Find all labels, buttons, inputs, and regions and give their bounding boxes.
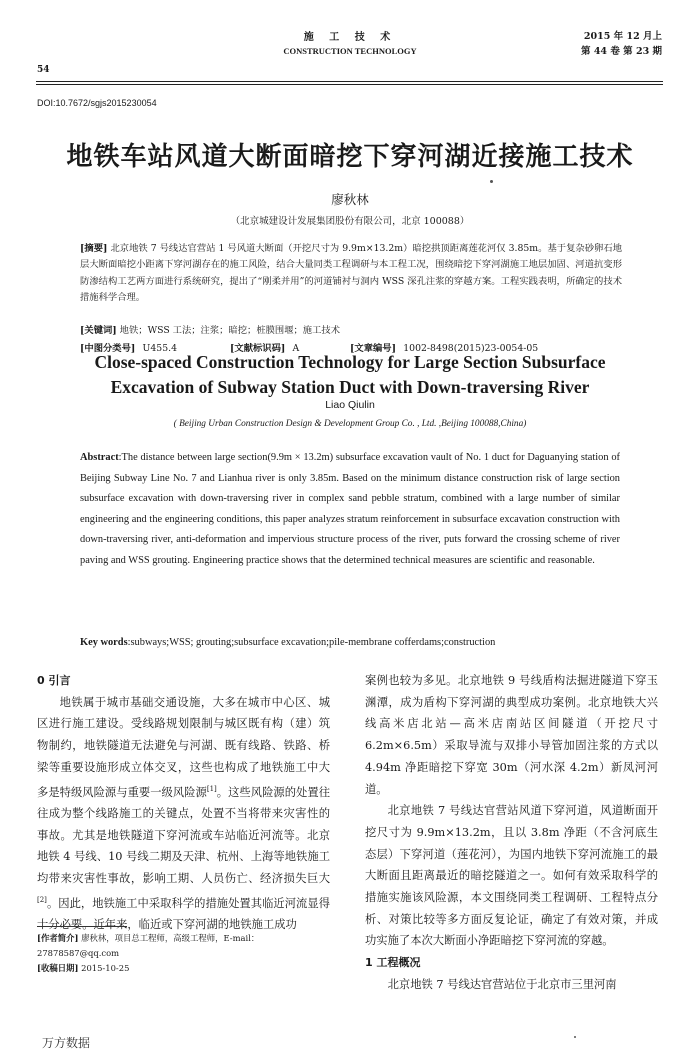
page-number: 54 [37,65,50,75]
journal-name-en: CONSTRUCTION TECHNOLOGY [283,46,417,56]
footnote [37,931,337,976]
intro-text-a: 地铁属于城市基础交通设施，大多在城市中心区、城区进行施工建设。受线路规划限制与城区既有构（建）筑物制约，地铁隧道无法避免与河湖、既有线路、铁路、桥梁等重要设施形成立体交叉，这些也构成了地铁施工中大多是特级风险源与重要一级风险源 [37,695,330,799]
section-1-paragraph: 北京地铁 7 号线达官营站位于北京市三里河南 [387,977,617,991]
author-cn: 廖秋林 [331,192,369,207]
title-en-line2: Excavation of Subway Station Duct with Down-traversing River [110,377,590,397]
keywords-en-label: Key words [80,637,128,648]
header-rule-thin [36,84,663,85]
doc-code-label: [文献标识码] [230,343,286,354]
issue-info [581,29,662,59]
footnote-date-text: 2015-10-25 [81,963,130,973]
footnote-date [37,961,337,976]
issue-date: 2015 年 12 月上 [583,31,662,42]
header-rule-thick [36,81,663,82]
doc-code-value: A [292,343,300,354]
abstract-cn-label: [摘要] [80,243,108,254]
footnote-date-label: [收稿日期] [37,963,79,973]
intro-paragraph-right-2: 北京地铁 7 号线达官营站风道下穿河道，风道断面开挖尺寸为 9.9m×13.2m，且以 3.8m 净距（不含河底生态层）下穿河道（莲花河），为国内地铁下穿河流施工的最大断面且距离最近的暗挖隧道之一。如何有效采取科学的措施实施该风险源，本文围绕同类工程调研、工程特点分析、对策比较等多方面反复论证，确定了有效对策，并成功实施了本次大断面小净距暗挖下穿河流的穿越。 [365,804,658,948]
intro-text-c: 。因此，地铁施工中采取科学的措施处置其临近河流显得十分必要。近年来，临近或下穿河湖的地铁施工成功 [37,896,330,932]
citation-2: [2] [37,895,47,904]
intro-paragraph-left [37,692,330,936]
footnote-author-label: [作者简介] [37,933,79,943]
journal-name-cn: 施 工 技 术 [303,32,397,43]
section-1-heading: 1 工程概况 [365,956,421,970]
affiliation-cn: （北京城建设计发展集团股份有限公司，北京 100088） [230,216,470,227]
author-en: Liao Qiulin [325,399,375,411]
keywords-cn [80,323,622,339]
article-no-label: [文章编号] [350,343,396,354]
footnote-author-text: 廖秋林，项目总工程师，高级工程师，E-mail：27878587@qq.com [37,933,260,958]
body-right-column [365,670,658,996]
title-cn: 地铁车站风道大断面暗挖下穿河湖近接施工技术 [66,142,634,172]
clc-label: [中图分类号] [80,343,136,354]
keywords-en [80,637,640,648]
abstract-cn [80,241,622,307]
clc-value: U455.4 [142,343,177,354]
affiliation-en: ( Beijing Urban Construction Design & Development Group Co. , Ltd. ,Beijing 100088,China) [173,419,527,429]
watermark: 万方数据 [42,1036,91,1050]
abstract-cn-text: 北京地铁 7 号线达官营站 1 号风道大断面（开挖尺寸为 9.9m×13.2m）暗挖拱顶距离莲花河仅 3.85m。基于复杂砂卵石地层大断面暗挖小距离下穿河湖存在的施工风险，结合大量同类工程调研与本工程工况，围绕暗挖下穿河湖施工地层加固、河道抗变形防渗结构工艺两方面进行系统研究，提出了“刚柔并用”的河道铺衬与洞内 WSS 深孔注浆的穿越方案。工程实践表明，所确定的技术措施科学合理。 [80,243,622,304]
intro-text-b: 。这些风险源的处置往往成为整个线路施工的关键点，处置不当将带来灾害性的事故。尤其是地铁隧道下穿河流或车站临近河流等。北京地铁 4 号线、10 号线二期及天津、杭州、上海等地铁施工均带来灾害性事故，影响工期、人员伤亡、经济损失巨大 [37,785,330,886]
article-no-value: 1002-8498(2015)23-0054-05 [403,343,539,354]
footnote-author [37,931,337,961]
keywords-cn-label: [关键词] [80,325,117,336]
doi: DOI:10.7672/sgjs2015230054 [37,98,157,108]
decorative-dot [490,180,493,183]
keywords-en-text: :subways;WSS; grouting;subsurface excavation;pile-membrane cofferdams;construction [127,637,496,648]
abstract-en-text: :The distance between large section(9.9m × 13.2m) subsurface excavation vault of No. 1 duct for Daguanying station of Beijing Subway Line No. 7 and Lianhua river is only 3.85m. Based on the minimum distance construction risk of large section subsurface excavation with down-traversing river in complex sand pebble stratum, combined with a large number of similar engineering and the engineering conditions, this paper analyzes stratum reinforcement in subsurface excavation construction with down-traversing river, anti-deformation and impervious structure process of the river, puts forward the crossing scheme of river paving and WSS grouting. Engineering practice shows that the determined technical measures are scientific and reasonable. [80,452,620,566]
footnote-rule [37,926,127,927]
intro-paragraph-right-cont: 案例也较为多见。北京地铁 9 号线盾构法掘进隧道下穿玉渊潭，成为盾构下穿河湖的典型成功案例。北京地铁大兴线高米店北站—高米店南站区间隧道（开挖尺寸 6.2m×6.5m）采取导流与双排小导管加固注浆的方式以 4.94m 净距暗挖下穿宽 30m（河水深 4.2m）新凤河河道。 [365,674,658,796]
title-en [0,350,700,400]
volume-issue: 第 44 卷 第 23 期 [581,46,662,57]
decorative-dot [574,1036,576,1038]
citation-1: [1] [206,784,217,793]
abstract-en [80,448,620,572]
keywords-cn-text: 地铁；WSS 工法；注浆；暗挖；桩膜围堰；施工技术 [119,325,340,336]
section-0-heading: 0 引言 [37,674,71,687]
abstract-en-label: Abstract [80,452,119,463]
body-left-column [37,670,330,936]
title-en-line1: Close-spaced Construction Technology for Large Section Subsurface [94,352,606,372]
